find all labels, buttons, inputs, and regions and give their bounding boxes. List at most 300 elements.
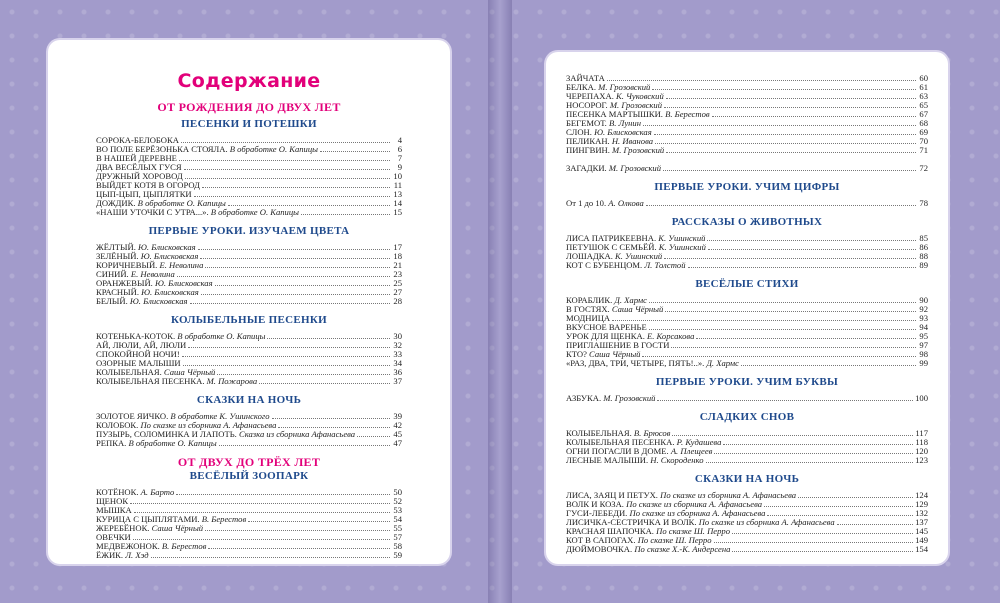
page-number: 124 <box>915 490 928 500</box>
dot-leader <box>357 436 390 437</box>
entry-author: К. Ушинский <box>615 251 663 261</box>
entry-title: ЖЁЛТЫЙ. <box>96 242 136 252</box>
toc-entry[interactable] <box>566 545 928 554</box>
entry-title: ПЕЛИКАН. <box>566 136 610 146</box>
entry-author: Саша Чёрный <box>151 523 204 533</box>
entry-title: СОРОКА-БЕЛОБОКА <box>96 135 179 145</box>
entry-author: А. Олкова <box>608 198 644 208</box>
entry-title: КРАСНАЯ ШАПОЧКА. <box>566 526 654 536</box>
entry-title: МОДНИЦА <box>566 313 611 323</box>
section-title: РАССКАЗЫ О ЖИВОТНЫХ <box>671 216 823 228</box>
section-title: ПЕРВЫЕ УРОКИ. ИЗУЧАЕМ ЦВЕТА <box>148 225 350 237</box>
page-number: 15 <box>393 207 402 217</box>
entry-author: А. Плещеев <box>670 446 713 456</box>
entry-author: М. Грозовский <box>609 100 663 110</box>
toc-list <box>566 74 928 155</box>
page-number: 120 <box>915 446 928 456</box>
entry-title: КУРИЦА С ЦЫПЛЯТАМИ. <box>96 514 200 524</box>
toc-entry[interactable] <box>566 164 928 173</box>
dot-leader <box>706 462 914 463</box>
dot-leader <box>672 435 913 436</box>
toc-entry[interactable] <box>566 394 928 403</box>
page-number: 100 <box>915 393 928 403</box>
dot-leader <box>764 506 913 507</box>
dot-leader <box>194 196 390 197</box>
entry-author: В обработке О. Капицы <box>177 331 266 341</box>
dot-leader <box>151 557 390 558</box>
dot-leader <box>301 214 390 215</box>
page-number: 54 <box>393 514 402 524</box>
toc-list <box>96 412 402 448</box>
dot-leader <box>714 453 913 454</box>
page-number: 4 <box>397 135 402 145</box>
entry-title: ВОЛК И КОЗА. <box>566 499 624 509</box>
entry-author: Саша Чёрный <box>163 367 216 377</box>
entry-author: Ю. Блисковская <box>141 287 199 297</box>
entry-title: ДРУЖНЫЙ ХОРОВОД <box>96 171 183 181</box>
entry-author: Саша Чёрный <box>589 349 641 359</box>
book-spine-gutter <box>488 0 512 603</box>
entry-title: ПРИГЛАШЕНИЕ В ГОСТИ <box>566 340 670 350</box>
page-number: 95 <box>919 331 928 341</box>
entry-title: ЛИСА ПАТРИКЕЕВНА. <box>566 233 657 243</box>
page-number: 154 <box>915 544 928 554</box>
dot-leader <box>185 178 390 179</box>
page-number: 27 <box>393 287 402 297</box>
dot-leader <box>130 503 390 504</box>
entry-title: ПЕТУШОК С СЕМЬЁЙ. <box>566 242 657 252</box>
dot-leader <box>267 338 390 339</box>
toc-entry[interactable] <box>96 439 402 448</box>
page-number: 65 <box>919 100 928 110</box>
section-gap <box>566 554 928 559</box>
entry-title: ЗАЙЧАТА <box>566 73 605 83</box>
page-number: 37 <box>393 376 402 386</box>
page-number: 78 <box>919 198 928 208</box>
section-title: ПЕСЕНКИ И ПОТЕШКИ <box>181 118 317 130</box>
page-number: 7 <box>397 153 402 163</box>
toc-entry[interactable] <box>96 488 402 497</box>
page-number: 13 <box>393 189 402 199</box>
page-number: 97 <box>919 340 928 350</box>
entry-author: В. Брюсов <box>633 428 671 438</box>
dot-leader <box>179 160 390 161</box>
page-number: 86 <box>919 242 928 252</box>
toc-entry[interactable] <box>566 456 928 465</box>
page-number: 69 <box>919 127 928 137</box>
entry-title: В НАШЕЙ ДЕРЕВНЕ <box>96 153 177 163</box>
entry-title: УРОК ДЛЯ ЩЕНКА. <box>566 331 645 341</box>
dot-leader <box>732 533 913 534</box>
entry-author: По сказке из сборника А. Афанасьева <box>629 508 766 518</box>
entry-title: КОЛЫБЕЛЬНАЯ ПЕСЕНКА. <box>566 437 675 447</box>
right-sections <box>566 173 928 559</box>
section-gap <box>96 448 402 453</box>
entry-title: РЕПКА. <box>96 438 127 448</box>
dot-leader <box>259 383 390 384</box>
page-number: 32 <box>393 340 402 350</box>
page-number: 57 <box>393 532 402 542</box>
page-number: 67 <box>919 109 928 119</box>
entry-title: МЕДВЕЖОНОК. <box>96 541 160 551</box>
toc-entry[interactable] <box>566 305 928 314</box>
dot-leader <box>646 205 916 206</box>
section-gap <box>96 306 402 311</box>
entry-title: ПЕСЕНКА МАРТЫШКИ. <box>566 109 663 119</box>
section-gap <box>566 208 928 213</box>
dot-leader <box>741 365 916 366</box>
dot-leader <box>654 134 916 135</box>
entry-author: По сказке из сборника А. Афанасьева <box>140 420 277 430</box>
toc-entry[interactable] <box>96 524 402 533</box>
section-title: КОЛЫБЕЛЬНЫЕ ПЕСЕНКИ <box>170 314 328 326</box>
dot-leader <box>707 240 916 241</box>
toc-list <box>566 429 928 465</box>
entry-title: ПИНГВИН. <box>566 145 610 155</box>
entry-title: АЗБУКА. <box>566 393 602 403</box>
dot-leader <box>133 539 390 540</box>
page-number: 25 <box>393 278 402 288</box>
entry-author: Е. Неволина <box>159 260 204 270</box>
dot-leader <box>664 107 916 108</box>
page-number: 14 <box>393 198 402 208</box>
entry-author: К. Ушинский <box>658 242 706 252</box>
entry-title: КОРИЧНЕВЫЙ. <box>96 260 158 270</box>
dot-leader <box>837 524 913 525</box>
page-number: 72 <box>919 163 928 173</box>
dot-leader <box>652 89 916 90</box>
section-gap <box>96 386 402 391</box>
page-number: 63 <box>919 91 928 101</box>
entry-author: В. Лунин <box>608 118 641 128</box>
section-gap <box>566 403 928 408</box>
page-number: 88 <box>919 251 928 261</box>
entry-author: Сказка из сборника Афанасьева <box>238 429 356 439</box>
part-title: ОТ ДВУХ ДО ТРЁХ ЛЕТ <box>177 455 321 469</box>
entry-author: Ю. Блисковская <box>140 251 199 261</box>
section-title: ПЕРВЫЕ УРОКИ. УЧИМ ЦИФРЫ <box>654 181 840 193</box>
page-number: 36 <box>393 367 402 377</box>
entry-author: Е. Корсакова <box>647 331 695 341</box>
dot-leader <box>642 356 916 357</box>
entry-title: КОТ С БУБЕНЦОМ. <box>566 260 643 270</box>
page-number: 132 <box>915 508 928 518</box>
entry-title: В ГОСТЯХ. <box>566 304 610 314</box>
dot-leader <box>208 548 390 549</box>
page-number: 33 <box>393 349 402 359</box>
page-number: 60 <box>919 73 928 83</box>
dot-leader <box>607 80 916 81</box>
page-number: 70 <box>919 136 928 146</box>
entry-title: ОРАНЖЕВЫЙ. <box>96 278 153 288</box>
entry-title: ЧЕРЕПАХА. <box>566 91 614 101</box>
entry-author: Саша Чёрный <box>611 304 664 314</box>
entry-title: КОЛЫБЕЛЬНАЯ ПЕСЕНКА. <box>96 376 205 386</box>
entry-author: М. Грозовский <box>603 393 656 403</box>
right-page <box>552 58 942 558</box>
entry-title: КОТЕНЬКА-КОТОК. <box>96 331 176 341</box>
entry-author: Д. Хармс <box>706 358 739 368</box>
page-number: 149 <box>915 535 928 545</box>
page-number: 47 <box>393 438 402 448</box>
page-number: 61 <box>919 82 928 92</box>
dot-leader <box>184 169 390 170</box>
dot-leader <box>217 374 390 375</box>
entry-author: Ю. Блисковская <box>154 278 213 288</box>
entry-author: Ю. Блисковская <box>138 242 196 252</box>
dot-leader <box>272 418 390 419</box>
page-number: 39 <box>393 411 402 421</box>
left-page <box>54 46 444 558</box>
entry-author: В обработке К. Ушинского <box>170 411 270 421</box>
entry-author: По сказке Ш. Перро <box>656 526 730 536</box>
entry-title: СПОКОЙНОЙ НОЧИ! <box>96 349 180 359</box>
dot-leader <box>714 542 914 543</box>
page-number: 123 <box>915 455 928 465</box>
toc-list <box>96 332 402 386</box>
dot-leader <box>671 347 916 348</box>
entry-title: ЦЫП-ЦЫП, ЦЫПЛЯТКИ <box>96 189 192 199</box>
dot-leader <box>665 311 916 312</box>
entry-author: В обработке О. Капицы <box>137 198 226 208</box>
toc-entry[interactable] <box>566 199 928 208</box>
section-gap <box>566 173 928 178</box>
dot-leader <box>664 258 916 259</box>
page-number: 98 <box>919 349 928 359</box>
toc-list <box>96 136 402 217</box>
dot-leader <box>182 356 390 357</box>
entry-author: По сказке из сборника А. Афанасьева <box>626 499 763 509</box>
page-number: 52 <box>393 496 402 506</box>
entry-title: От 1 до 10. <box>566 198 607 208</box>
page-number: 55 <box>393 523 402 533</box>
entry-title: КОРАБЛИК. <box>566 295 613 305</box>
entry-author: В обработке О. Капицы <box>229 144 318 154</box>
section-title: СКАЗКИ НА НОЧЬ <box>196 394 302 406</box>
entry-title: НОСОРОГ. <box>566 100 608 110</box>
entry-title: КОЛЫБЕЛЬНАЯ. <box>566 428 632 438</box>
dot-leader <box>134 512 390 513</box>
entry-author: Л. Хэд <box>125 550 149 560</box>
toc-entry[interactable] <box>566 146 928 155</box>
section-gap <box>566 368 928 373</box>
page-number: 10 <box>393 171 402 181</box>
toc-entry[interactable] <box>96 297 402 306</box>
dot-leader <box>649 329 916 330</box>
entry-author: По сказке из сборника А. Афанасьева <box>698 517 835 527</box>
toc-list <box>566 164 928 173</box>
entry-author: М. Грозовский <box>612 145 665 155</box>
page-number: 42 <box>393 420 402 430</box>
entry-author: Е. Неволина <box>130 269 175 279</box>
entry-title: ВЫЙДЕТ КОТЯ В ОГОРОД <box>96 180 201 190</box>
toc-list <box>96 488 402 560</box>
toc-entry[interactable] <box>96 551 402 560</box>
entry-title: ЗАГАДКИ. <box>566 163 607 173</box>
entry-title: ОГНИ ПОГАСЛИ В ДОМЕ. <box>566 446 669 456</box>
section-title: СЛАДКИХ СНОВ <box>699 411 795 423</box>
entry-author: По сказке Х.-К. Андерсена <box>634 544 731 554</box>
entry-title: КРАСНЫЙ. <box>96 287 139 297</box>
dot-leader <box>176 494 390 495</box>
entry-title: ОЗОРНЫЕ МАЛЫШИ <box>96 358 181 368</box>
dot-leader <box>663 170 916 171</box>
toc-list <box>566 199 928 208</box>
entry-title: ПУЗЫРЬ, СОЛОМИНКА И ЛАПОТЬ. <box>96 429 237 439</box>
entry-title: ОВЕЧКИ <box>96 532 131 542</box>
entry-author: Н. Скороденко <box>650 455 704 465</box>
dot-leader <box>188 347 390 348</box>
section-title: ВЕСЁЛЫЙ ЗООПАРК <box>189 470 309 482</box>
toc-entry[interactable] <box>566 261 928 270</box>
page-number: 71 <box>919 145 928 155</box>
entry-author: А. Барто <box>140 487 175 497</box>
entry-title: «НАШИ УТОЧКИ С УТРА...». <box>96 207 209 217</box>
dot-leader <box>612 320 916 321</box>
page-number: 137 <box>915 517 928 527</box>
dot-leader <box>643 125 916 126</box>
toc-list <box>96 243 402 306</box>
entry-title: ГУСИ-ЛЕБЕДИ. <box>566 508 628 518</box>
page-number: 17 <box>393 242 402 252</box>
page-number: 34 <box>393 358 402 368</box>
dot-leader <box>183 365 390 366</box>
page-number: 30 <box>393 331 402 341</box>
page-number: 18 <box>393 251 402 261</box>
page-number: 28 <box>393 296 402 306</box>
entry-title: БЕГЕМОТ. <box>566 118 607 128</box>
entry-title: ВО ПОЛЕ БЕРЁЗОНЬКА СТОЯЛА. <box>96 144 228 154</box>
entry-author: Ю. Блисковская <box>129 296 188 306</box>
dot-leader <box>200 258 390 259</box>
entry-title: ЛЕСНЫЕ МАЛЫШИ. <box>566 455 649 465</box>
dot-leader <box>181 142 390 143</box>
entry-author: М. Пожарова <box>206 376 258 386</box>
entry-title: ДОЖДИК. <box>96 198 136 208</box>
entry-title: ЖЕРЕБЁНОК. <box>96 523 150 533</box>
page-number: 118 <box>915 437 928 447</box>
dot-leader <box>696 338 916 339</box>
dot-leader <box>688 267 917 268</box>
page-number: 85 <box>919 233 928 243</box>
entry-title: ЁЖИК. <box>96 550 124 560</box>
entry-title: ВКУСНОЕ ВАРЕНЬЕ <box>566 322 647 332</box>
dot-leader <box>205 530 390 531</box>
entry-title: «РАЗ, ДВА, ТРИ, ЧЕТЫРЕ, ПЯТЬ!..». <box>566 358 705 368</box>
toc-entry[interactable] <box>96 377 402 386</box>
dot-leader <box>202 187 390 188</box>
dot-leader <box>320 151 390 152</box>
section-title: ВЕСЁЛЫЕ СТИХИ <box>695 278 799 290</box>
page-number: 117 <box>915 428 928 438</box>
entry-title: КОТ В САПОГАХ. <box>566 535 636 545</box>
dot-leader <box>205 267 390 268</box>
dot-leader <box>723 444 913 445</box>
entry-title: СЛОН. <box>566 127 592 137</box>
entry-title: ЗЕЛЁНЫЙ. <box>96 251 139 261</box>
dot-leader <box>798 497 913 498</box>
entry-author: По сказке из сборника А. Афанасьева <box>660 490 797 500</box>
dot-leader <box>219 445 390 446</box>
entry-title: БЕЛКА. <box>566 82 596 92</box>
page-number: 90 <box>919 295 928 305</box>
page-number: 50 <box>393 487 402 497</box>
entry-author: Н. Иванова <box>611 136 654 146</box>
entry-author: Л. Толстой <box>644 260 686 270</box>
entry-author: М. Грозовский <box>598 82 651 92</box>
entry-title: ЛОШАДКА. <box>566 251 613 261</box>
section-title: СКАЗКИ НА НОЧЬ <box>694 473 800 485</box>
entry-title: КОТЁНОК. <box>96 487 139 497</box>
left-page-content <box>96 70 402 560</box>
right-page-content <box>566 74 928 559</box>
dot-leader <box>278 427 390 428</box>
entry-title: КОЛОБОК. <box>96 420 139 430</box>
entry-title: КТО? <box>566 349 587 359</box>
entry-title: ЛИСА, ЗАЯЦ И ПЕТУХ. <box>566 490 658 500</box>
entry-title: БЕЛЫЙ. <box>96 296 128 306</box>
left-sections <box>96 118 402 453</box>
page-number: 53 <box>393 505 402 515</box>
page-number: 58 <box>393 541 402 551</box>
page-number: 68 <box>919 118 928 128</box>
section-gap <box>566 270 928 275</box>
entry-title: ДВА ВЕСЁЛЫХ ГУСЯ <box>96 162 182 172</box>
page-number: 11 <box>393 180 402 190</box>
page-number: 92 <box>919 304 928 314</box>
toc-entry[interactable] <box>566 359 928 368</box>
dot-leader <box>712 116 916 117</box>
entry-title: АЙ, ЛЮЛИ, АЙ, ЛЮЛИ <box>96 340 187 350</box>
entry-author: Ю. Блисковская <box>594 127 652 137</box>
dot-leader <box>190 303 390 304</box>
entry-author: К. Ушинский <box>658 233 706 243</box>
entry-author: В. Берестов <box>665 109 710 119</box>
toc-entry[interactable] <box>96 497 402 506</box>
page-number: 93 <box>919 313 928 323</box>
entry-title: ЗОЛОТОЕ ЯИЧКО. <box>96 411 169 421</box>
dot-leader <box>215 285 390 286</box>
entry-title: ДЮЙМОВОЧКА. <box>566 544 633 554</box>
page-number: 21 <box>393 260 402 270</box>
dot-leader <box>666 152 916 153</box>
entry-author: В. Берестов <box>161 541 207 551</box>
dot-leader <box>177 276 390 277</box>
page-number: 59 <box>393 550 402 560</box>
dot-leader <box>655 143 916 144</box>
part-title: ОТ РОЖДЕНИЯ ДО ДВУХ ЛЕТ <box>157 100 341 114</box>
entry-author: По сказке Ш. Перро <box>637 535 712 545</box>
toc-entry[interactable] <box>96 208 402 217</box>
entry-title: ЩЕНОК <box>96 496 129 506</box>
dot-leader <box>248 521 390 522</box>
entry-title: СИНИЙ. <box>96 269 129 279</box>
dot-leader <box>708 249 916 250</box>
entry-author: В обработке О. Капицы <box>128 438 217 448</box>
dot-leader <box>666 98 916 99</box>
dot-leader <box>732 551 913 552</box>
section-gap <box>96 217 402 222</box>
page-number: 94 <box>919 322 928 332</box>
dot-leader <box>198 249 390 250</box>
section-title: ПЕРВЫЕ УРОКИ. УЧИМ БУКВЫ <box>655 376 839 388</box>
page-number: 23 <box>393 269 402 279</box>
page-number: 145 <box>915 526 928 536</box>
toc-list <box>566 296 928 368</box>
dot-leader <box>649 302 916 303</box>
entry-author: Р. Кудашева <box>676 437 722 447</box>
entry-author: Д. Хармс <box>614 295 647 305</box>
